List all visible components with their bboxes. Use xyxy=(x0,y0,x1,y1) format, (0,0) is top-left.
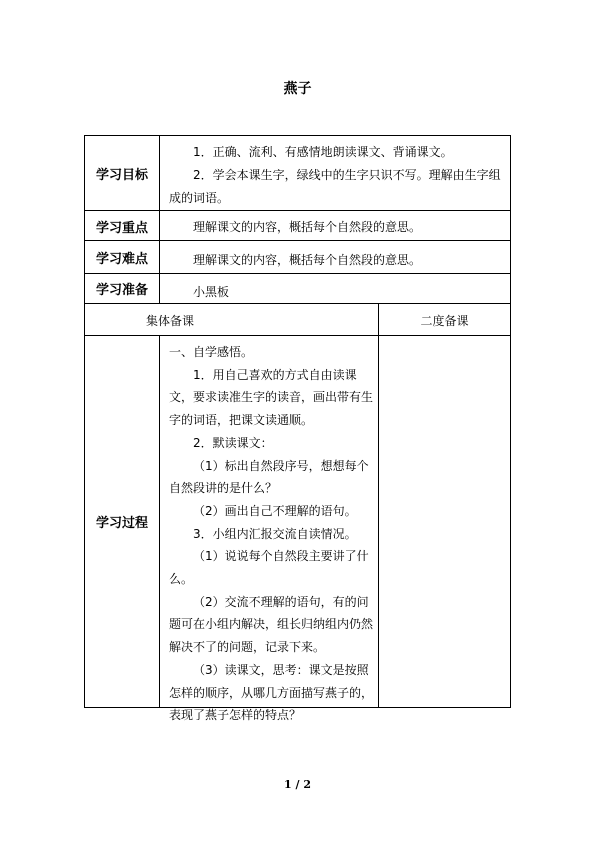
goal-content xyxy=(169,141,502,210)
process-line: （3）读课文，思考：课文是按照 xyxy=(193,662,369,677)
column-divider xyxy=(159,335,160,707)
key-point-text: 理解课文的内容，概括每个自然段的意思。 xyxy=(193,220,422,234)
process-line: 解决不了的问题，记录下来。 xyxy=(169,640,326,655)
process-line: 一、自学感悟。 xyxy=(169,345,254,359)
key-point-label: 学习重点 xyxy=(95,221,148,236)
process-line: （2）交流不理解的语句，有的问 xyxy=(193,594,369,609)
process-line: 么。 xyxy=(169,572,194,587)
column-divider xyxy=(159,136,160,303)
goal-line: 2．学会本课生字，绿线中的生字只识不写。理解由生字组 xyxy=(193,168,501,182)
process-line: 自然段讲的是什么？ xyxy=(169,481,278,496)
process-line: 字的词语，把课文读通顺。 xyxy=(169,413,314,428)
row-divider xyxy=(85,273,510,274)
process-content xyxy=(169,341,391,727)
process-line: 文，要求读准生字的读音，画出带有生 xyxy=(169,390,374,405)
goal-line: 成的词语。 xyxy=(169,191,230,205)
second-prep-header: 二度备课 xyxy=(420,314,469,328)
page-number: 1 / 2 xyxy=(284,778,311,791)
process-line: （2）画出自己不理解的语句。 xyxy=(193,503,357,518)
process-line: 3．小组内汇报交流自读情况。 xyxy=(193,526,357,541)
process-line: （1）标出自然段序号，想想每个 xyxy=(193,458,369,473)
process-line: 2．默读课文： xyxy=(193,435,273,450)
page-title: 燕子 xyxy=(283,81,312,97)
difficulty-text: 理解课文的内容，概括每个自然段的意思。 xyxy=(193,253,422,267)
process-label: 学习过程 xyxy=(95,516,148,531)
process-line: 1．用自己喜欢的方式自由读课 xyxy=(193,367,357,382)
process-line: 表现了燕子怎样的特点？ xyxy=(169,708,302,723)
process-line: 题可在小组内解决，组长归纳组内仍然 xyxy=(169,617,374,632)
goal-line: 1．正确、流利、有感情地朗读课文、背诵课文。 xyxy=(193,145,453,159)
row-divider xyxy=(85,210,510,211)
collective-prep-header: 集体备课 xyxy=(145,314,194,328)
process-line: 怎样的顺序，从哪几方面描写燕子的， xyxy=(169,685,374,700)
preparation-label: 学习准备 xyxy=(95,283,148,298)
row-divider xyxy=(85,240,510,241)
process-line: （1）说说每个自然段主要讲了什 xyxy=(193,549,369,564)
goal-label: 学习目标 xyxy=(95,168,148,183)
row-divider xyxy=(85,335,510,336)
difficulty-label: 学习难点 xyxy=(95,252,148,267)
lesson-plan-table xyxy=(84,135,511,723)
preparation-text: 小黑板 xyxy=(193,285,230,299)
